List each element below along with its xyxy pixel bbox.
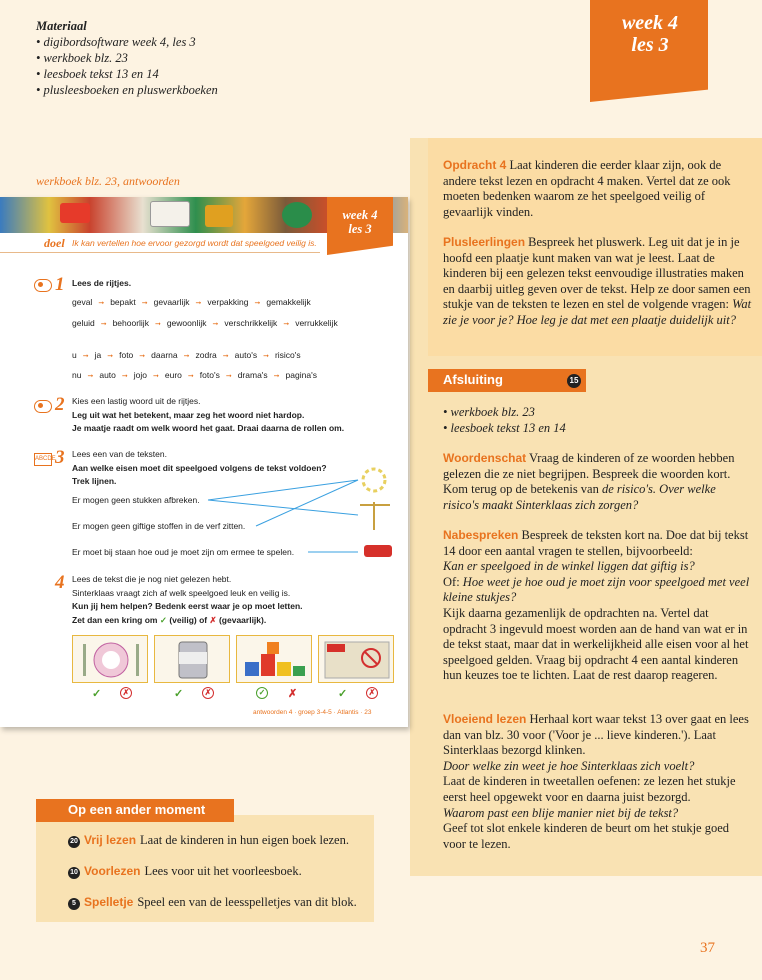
arrow-icon: ➞ <box>107 353 114 360</box>
arrow-icon: ➞ <box>254 300 261 307</box>
cross-mark: ✗ <box>202 687 214 699</box>
week-tab-label <box>596 12 704 56</box>
opdracht4-paragraph <box>443 158 753 220</box>
ex3-text: Lees een van de teksten. Aan welke eisen moet dit speelgoed volgens de tekst voldoen? Trek lijnen. <box>72 449 327 486</box>
ex3-statement: Er mogen geen stukken afbreken. <box>72 495 200 505</box>
plate-cutlery-image <box>72 635 148 683</box>
wooden-blocks-image <box>236 635 312 683</box>
plus-heading: Plusleerlingen <box>443 235 526 249</box>
chain-word: jojo <box>133 370 147 380</box>
chain-word: gemakkelijk <box>266 297 311 307</box>
nabespreken-paragraph <box>443 528 753 684</box>
nabespreken-heading: Nabespreken <box>443 528 519 542</box>
chain-word: risico's <box>274 350 301 360</box>
ex2-text: Kies een lastig woord uit de rijtjes. Leg uit wat het betekent, maar zeg het woord niet hardop. Je maatje raadt om welk woord het gaat. Draai daarna de rollen om. <box>72 396 345 433</box>
voorlezen-text: Lees voor uit het voorleesboek. <box>144 864 302 878</box>
plus-paragraph <box>443 235 753 329</box>
ander-moment-title: Op een ander moment <box>68 802 206 817</box>
arrow-icon: ➞ <box>212 321 219 328</box>
ex1-instruction: Lees de rijtjes. <box>72 278 132 288</box>
arrow-icon: ➞ <box>283 321 290 328</box>
chain-word: verrukkelijk <box>295 318 338 328</box>
chain-word: drama's <box>237 370 268 380</box>
nabespreken-question1: Kan er speelgoed in de winkel liggen dat giftig is? <box>443 559 695 574</box>
plus-text: Bespreek het pluswerk. Leg uit dat je in je hoofd een plaatje kunt maken van wat je leest. Laat de kinderen bij een gelezen tekst eenvoudige illustraties maken en daarbij uitleg geven over de tekst. Help ze door samen een stukje van de teksten te lezen en stel de volgende vragen: <box>443 235 751 312</box>
nabespreken-text: Bespreek de teksten kort na. Doe dat bij tekst 14 door een aantal vragen te stellen, bijvoorbeeld: <box>443 528 749 558</box>
materiaal-item: • werkboek blz. 23 <box>36 51 128 65</box>
woordenschat-question: Over welke risico's maakt Sinterklaas zich zorgen? <box>443 482 716 512</box>
vloeiend-paragraph <box>443 712 753 852</box>
exercise-number: 3 <box>55 447 65 468</box>
check-mark: ✓ <box>174 688 184 700</box>
paint-tin-image <box>154 635 230 683</box>
chain-word: ja <box>94 350 102 360</box>
plus-question: Wat zie je voor je? Hoe leg je dat met een plaatje duidelijk uit? <box>443 297 752 327</box>
exercise-number: 2 <box>55 394 65 415</box>
opdracht4-heading: Opdracht 4 <box>443 158 507 172</box>
materiaal-item: • digibordsoftware week 4, les 3 <box>36 35 196 49</box>
afsluiting-minutes-badge: 15 <box>567 374 581 388</box>
doel-text: Ik kan vertellen hoe ervoor gezorgd wordt dat speelgoed veilig is. <box>72 238 317 248</box>
chain-word: euro <box>164 370 182 380</box>
arrow-icon: ➞ <box>82 353 89 360</box>
nabespreken-text2: Kijk daarna gezamenlijk de opdrachten na. Vertel dat opdracht 3 ingevuld moest worden aan de hand van wat er in de tekst staat, maar dat in werkelijkheid alle eisen voor al het speelgoed gelden. Vraag bij opdracht 4 een aantal kinderen hun keuzes toe te lichten. Laat de rest daarop reageren. <box>443 605 749 683</box>
chain-word: u <box>72 350 77 360</box>
arrow-icon: ➞ <box>153 373 159 380</box>
arrow-icon: ➞ <box>154 321 161 328</box>
page-number: 37 <box>700 940 715 956</box>
exercise-number: 1 <box>55 274 65 295</box>
afsluiting-list <box>443 405 753 436</box>
arrow-icon: ➞ <box>183 353 190 360</box>
afsluiting-item: • leesboek tekst 13 en 14 <box>443 420 566 435</box>
cross-mark: ✗ <box>288 688 298 700</box>
chain-word: daarna <box>151 350 178 360</box>
chain-word: zodra <box>195 350 217 360</box>
arrow-icon: ➞ <box>121 373 128 380</box>
materiaal-item: • leesboek tekst 13 en 14 <box>36 67 159 81</box>
chain-word: bepakt <box>110 297 136 307</box>
ex3-statement: Er mogen geen giftige stoffen in de verf zitten. <box>72 521 246 531</box>
chain-word: behoorlijk <box>112 318 149 328</box>
chain-word: geval <box>72 297 93 307</box>
chain-word: auto's <box>234 350 258 360</box>
check-mark: ✓ <box>338 688 348 700</box>
vloeiend-text3: Geef tot slot enkele kinderen de beurt om het stukje goed voor te lezen. <box>443 821 730 851</box>
ex3-statement: Er moet bij staan hoe oud je moet zijn om ermee te spelen. <box>72 547 295 557</box>
les-label: les 3 <box>631 34 669 56</box>
sheet-les-label: les 3 <box>348 222 372 236</box>
materiaal-item: • plusleesboeken en pluswerkboeken <box>36 83 218 97</box>
materiaal-title: Materiaal <box>36 19 87 33</box>
chain-word: pagina's <box>285 370 317 380</box>
chain-word: verpakking <box>207 297 249 307</box>
cross-mark-circled: ✗ <box>366 687 378 699</box>
voorlezen-heading: Voorlezen <box>84 864 141 878</box>
arrow-icon: ➞ <box>187 373 194 380</box>
red-car-image <box>364 545 392 557</box>
spelletje-heading: Spelletje <box>84 895 134 909</box>
ander-row <box>84 864 302 879</box>
arrow-icon: ➞ <box>222 353 229 360</box>
nabespreken-of: Of: <box>443 574 460 589</box>
opdracht4-text: Laat kinderen die eerder klaar zijn, ook de andere tekst lezen en opdracht 4 maken. Vertel dat ze ook moeten bedenken waarom ze het speelgoed veilig of gevaarlijk vinden. <box>443 158 731 219</box>
chain-word: nu <box>72 370 82 380</box>
woordenschat-word: de risico's. <box>601 482 657 497</box>
vrij-lezen-heading: Vrij lezen <box>84 833 137 847</box>
lego-box-image <box>318 635 394 683</box>
vloeiend-text: Herhaal kort waar tekst 13 over gaat en lees dan van blz. 30 voor ('Voor je ... lieve kinderen.'). Laat Sinterklaas bezorgd klinken. <box>443 712 749 758</box>
doel-label: doel <box>44 236 65 250</box>
arrow-icon: ➞ <box>87 373 94 380</box>
afsluiting-heading: Afsluiting <box>443 372 503 387</box>
crane-image <box>360 502 390 530</box>
arrow-icon: ➞ <box>100 321 107 328</box>
arrow-icon: ➞ <box>273 373 280 380</box>
chain-word: geluid <box>72 318 95 328</box>
afsluiting-item: • werkboek blz. 23 <box>443 405 535 419</box>
arrow-icon: ➞ <box>263 353 269 360</box>
vloeiend-heading: Vloeiend lezen <box>443 712 527 726</box>
arrow-icon: ➞ <box>225 373 232 380</box>
materiaal-list <box>36 18 218 98</box>
exercise-number: 4 <box>55 572 65 593</box>
vloeiend-text2: Laat de kinderen in tweetallen oefenen: ze lezen het stukje eerst heel opgewekt voor en daarna juist bezorgd. <box>443 774 736 804</box>
week-label: week 4 <box>621 12 679 34</box>
minutes-badge: 10 <box>68 867 80 879</box>
check-mark-circled: ✓ <box>256 687 268 699</box>
ex4-text: Lees de tekst die je nog niet gelezen hebt. Sinterklaas vraagt zich af welk speelgoed leuk en veilig is. Kun jij hem helpen? Bedenk eerst waar je op moet letten. Zet dan een kring om ✓ (veilig) of ✗ (gevaarlijk). <box>72 574 303 625</box>
chain-word: foto's <box>199 370 220 380</box>
werkboek-caption: werkboek blz. 23, antwoorden <box>36 174 180 188</box>
woordenschat-paragraph <box>443 451 753 513</box>
chain-word: auto <box>99 370 116 380</box>
vrij-lezen-text: Laat de kinderen in hun eigen boek lezen. <box>140 833 349 847</box>
rattle-image <box>363 469 385 491</box>
vloeiend-question1: Door welke zin weet je hoe Sinterklaas zich voelt? <box>443 758 695 773</box>
woordenschat-text: Vraag de kinderen of ze woorden hebben gelezen die ze niet begrijpen. Bespreek die woorden kort. Kom terug op de betekenis van <box>443 451 735 497</box>
minutes-badge: 20 <box>68 836 80 848</box>
woordenschat-heading: Woordenschat <box>443 451 527 465</box>
arrow-icon: ➞ <box>141 300 148 307</box>
sheet-week-label: week 4 <box>342 208 378 222</box>
chain-word: foto <box>119 350 134 360</box>
ander-row <box>84 833 349 848</box>
ander-row <box>84 895 357 910</box>
arrow-icon: ➞ <box>195 300 202 307</box>
nabespreken-question2: Hoe weet je hoe oud je moet zijn voor speelgoed met veel kleine stukjes? <box>443 574 750 605</box>
arrow-icon: ➞ <box>139 353 146 360</box>
minutes-badge: 5 <box>68 898 80 910</box>
arrow-icon: ➞ <box>98 300 105 307</box>
chain-word: gevaarlijk <box>153 297 190 307</box>
cross-mark: ✗ <box>120 687 132 699</box>
spelletje-text: Speel een van de leesspelletjes van dit blok. <box>137 895 357 909</box>
chain-word: verschrikkelijk <box>224 318 278 328</box>
book-icon: ABCDE <box>34 453 52 466</box>
chain-word: gewoonlijk <box>166 318 207 328</box>
check-mark: ✓ <box>92 688 102 700</box>
vloeiend-question2: Waarom past een blije manier niet bij de tekst? <box>443 805 679 820</box>
sheet-footer: antwoorden 4 · groep 3-4-5 · Atlantis · 23 <box>253 709 372 716</box>
worksheet-image <box>0 197 408 727</box>
